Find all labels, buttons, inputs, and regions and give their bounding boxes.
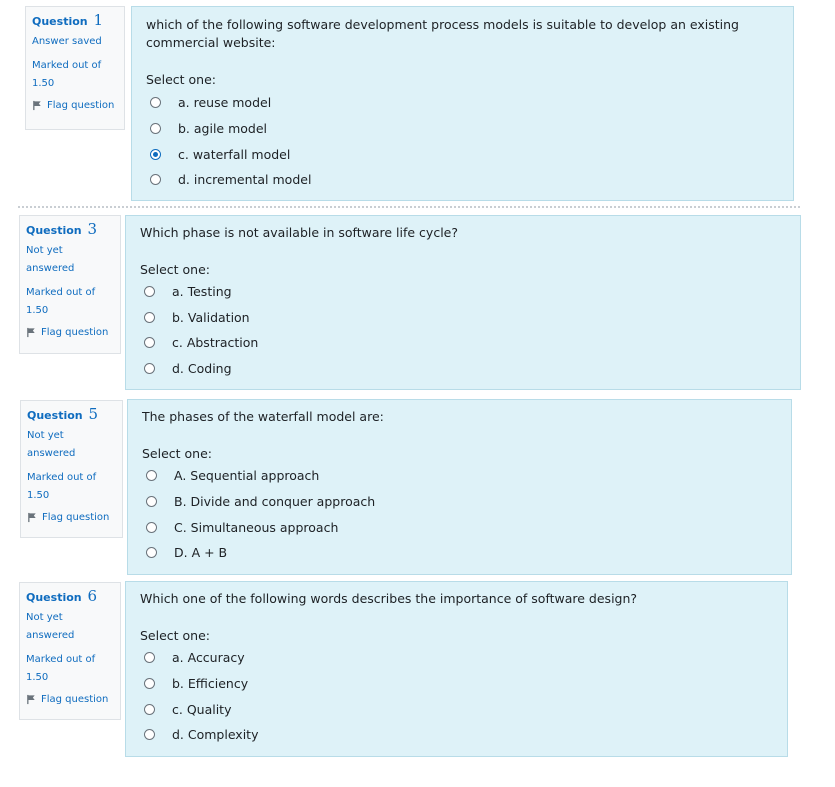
radio-button[interactable]	[150, 123, 161, 134]
question-3-option-a[interactable]: a. Testing	[144, 281, 155, 301]
question-3-text: Which phase is not available in software life cycle?	[140, 225, 458, 240]
radio-button[interactable]	[146, 522, 157, 533]
question-3-grade: Marked out of 1.50	[26, 287, 96, 316]
question-1-flag-button[interactable]: Flag question	[32, 100, 118, 111]
question-6-grade: Marked out of 1.50	[26, 654, 96, 683]
radio-button[interactable]	[146, 547, 157, 558]
radio-button[interactable]	[150, 174, 161, 185]
radio-button[interactable]	[146, 470, 157, 481]
question-3-prompt: Select one:	[140, 262, 211, 277]
question-6-state: Not yet answered	[26, 612, 75, 641]
question-6-info	[19, 582, 121, 720]
question-1-option-a[interactable]: a. reuse model	[150, 92, 161, 112]
question-6-option-a[interactable]: a. Accuracy	[144, 647, 155, 667]
question-5-option-c[interactable]: C. Simultaneous approach	[146, 517, 157, 537]
question-1-grade: Marked out of 1.50	[32, 60, 102, 89]
question-3-option-d[interactable]: d. Coding	[144, 358, 155, 378]
radio-button[interactable]	[150, 97, 161, 108]
question-1-option-c[interactable]: c. waterfall model	[150, 144, 161, 164]
question-3-state: Not yet answered	[26, 245, 75, 274]
radio-button[interactable]	[144, 363, 155, 374]
question-1-state: Answer saved	[32, 36, 102, 47]
question-6-text: Which one of the following words describes the importance of software design?	[140, 591, 638, 606]
radio-button[interactable]	[144, 312, 155, 323]
question-6-option-d[interactable]: d. Complexity	[144, 724, 155, 744]
question-3-option-c[interactable]: c. Abstraction	[144, 332, 155, 352]
radio-button[interactable]	[144, 286, 155, 297]
question-6-option-b[interactable]: b. Efficiency	[144, 673, 155, 693]
radio-button[interactable]	[144, 678, 155, 689]
radio-button[interactable]	[144, 652, 155, 663]
question-3-info	[19, 215, 121, 354]
question-1-info	[25, 6, 125, 130]
question-6-flag-button[interactable]: Flag question	[26, 694, 114, 705]
question-1-content	[131, 6, 794, 201]
radio-button-selected[interactable]	[150, 149, 161, 160]
question-5-info	[20, 400, 123, 538]
question-5-number: Question 5	[27, 405, 98, 423]
radio-button[interactable]	[146, 496, 157, 507]
question-1-option-b[interactable]: b. agile model	[150, 118, 161, 138]
question-1-number: Question 1	[32, 11, 103, 29]
question-3-flag-button[interactable]: Flag question	[26, 327, 114, 338]
flag-icon	[27, 512, 38, 523]
radio-button[interactable]	[144, 337, 155, 348]
question-5-text: The phases of the waterfall model are:	[142, 409, 384, 424]
question-1-option-d[interactable]: d. incremental model	[150, 169, 161, 189]
flag-icon	[26, 694, 37, 705]
question-3-number: Question 3	[26, 220, 97, 238]
question-3-content	[125, 215, 801, 390]
question-6-content	[125, 581, 788, 757]
question-5-flag-button[interactable]: Flag question	[27, 512, 116, 523]
question-5-grade: Marked out of 1.50	[27, 472, 97, 501]
question-5-state: Not yet answered	[27, 430, 76, 459]
radio-button[interactable]	[144, 704, 155, 715]
question-5-prompt: Select one:	[142, 446, 213, 461]
flag-icon	[32, 100, 43, 111]
question-5-option-b[interactable]: B. Divide and conquer approach	[146, 491, 157, 511]
question-6-prompt: Select one:	[140, 628, 211, 643]
question-1-text: which of the following software development process models is suitable to develop an existing commercial website:	[146, 17, 739, 50]
question-5-option-a[interactable]: A. Sequential approach	[146, 465, 157, 485]
question-6-option-c[interactable]: c. Quality	[144, 699, 155, 719]
question-6-number: Question 6	[26, 587, 97, 605]
question-3-option-b[interactable]: b. Validation	[144, 307, 155, 327]
flag-icon	[26, 327, 37, 338]
question-1-prompt: Select one:	[146, 72, 217, 87]
question-divider	[18, 206, 800, 208]
radio-button[interactable]	[144, 729, 155, 740]
question-5-content	[127, 399, 792, 575]
question-5-option-d[interactable]: D. A + B	[146, 542, 157, 562]
